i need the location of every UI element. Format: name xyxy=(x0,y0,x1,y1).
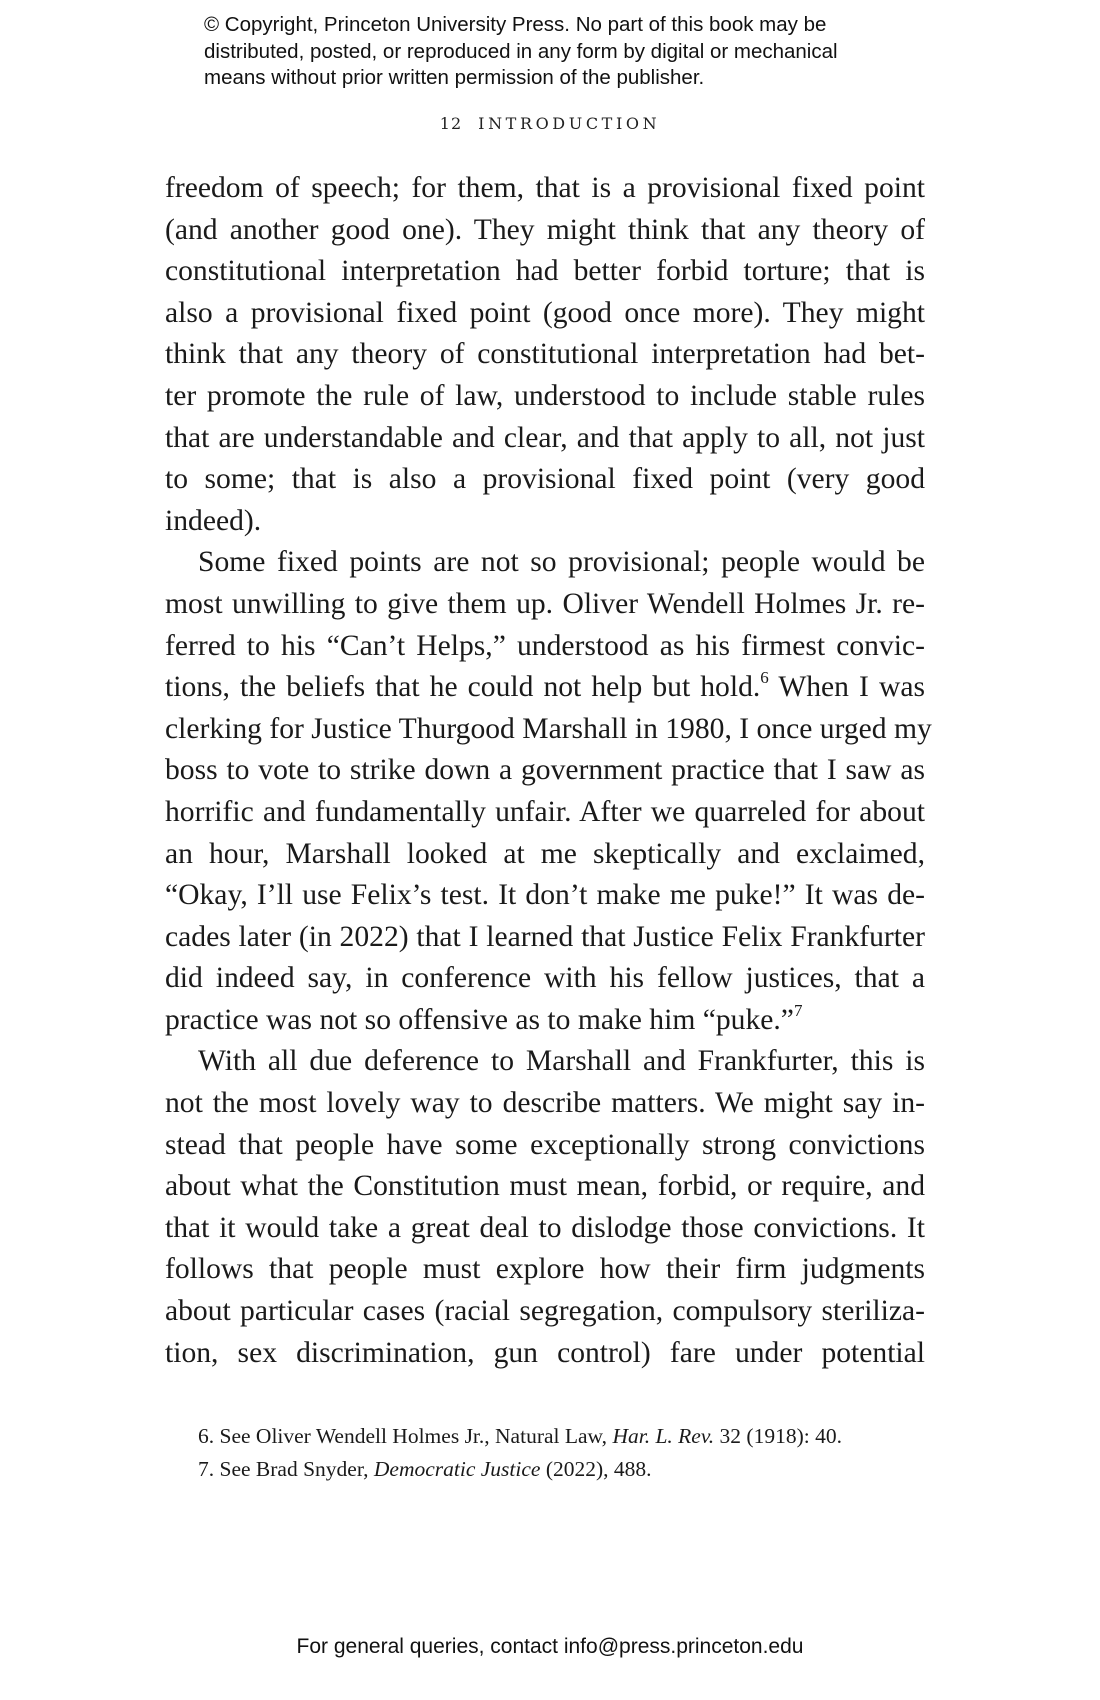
text-line: that are understandable and clear, and that apply to all, not just xyxy=(165,421,925,454)
footnote-title: Har. L. Rev. xyxy=(612,1424,715,1448)
text-line: think that any theory of constitutional interpretation had bet- xyxy=(165,338,925,371)
text-line: With all due deference to Marshall and Frankfurter, this is xyxy=(198,1045,925,1078)
footer-contact: For general queries, contact info@press.princeton.edu xyxy=(296,1635,804,1658)
text-line: freedom of speech; for them, that is a provisional fixed point xyxy=(165,172,925,204)
text-line: most unwilling to give them up. Oliver Wendell Holmes Jr. re- xyxy=(165,587,925,620)
running-head xyxy=(0,114,1100,133)
copyright-line: © Copyright, Princeton University Press. No part of this book may be xyxy=(204,13,827,36)
text-line: boss to vote to strike down a government practice that I saw as xyxy=(165,754,925,787)
text-line: that it would take a great deal to dislodge those convictions. It xyxy=(165,1211,925,1244)
text-line xyxy=(165,667,925,709)
footnote-6 xyxy=(198,1420,918,1453)
text-line: stead that people have some exceptionally strong convictions xyxy=(165,1128,925,1161)
text-line: clerking for Justice Thurgood Marshall in 1980, I once urged my xyxy=(165,712,932,745)
text-line: “Okay, I’ll use Felix’s test. It don’t make me puke!” It was de- xyxy=(165,879,925,912)
footnote-text: (2022), 488. xyxy=(540,1457,652,1481)
section-title: INTRODUCTION xyxy=(478,114,661,133)
text-segment: When I was xyxy=(768,671,925,704)
body-text xyxy=(165,168,932,1374)
text-segment: tions, the beliefs that he could not help but hold. xyxy=(165,671,761,704)
text-line: follows that people must explore how their firm judgments xyxy=(165,1253,925,1286)
footnote-text: 32 (1918): 40. xyxy=(714,1424,842,1448)
text-line: indeed). xyxy=(165,504,262,537)
text-segment: practice was not so offensive as to make him “puke.” xyxy=(165,1003,794,1036)
footnote-title: Democratic Justice xyxy=(373,1457,541,1481)
text-line: did indeed say, in conference with his fellow justices, that a xyxy=(165,962,925,995)
text-line: horrific and fundamentally unfair. After we quarreled for about xyxy=(165,795,925,828)
footnote-text: 7. See Brad Snyder, xyxy=(198,1457,374,1481)
text-line: an hour, Marshall looked at me skeptically and exclaimed, xyxy=(165,837,925,870)
footnote-ref-6[interactable]: 6 xyxy=(760,668,769,688)
copyright-line: means without prior written permission of the publisher. xyxy=(204,66,705,89)
footnotes xyxy=(198,1420,918,1486)
text-line: also a provisional fixed point (good once more). They might xyxy=(165,296,925,329)
footnote-ref-7[interactable]: 7 xyxy=(793,1000,803,1020)
page-number: 12 xyxy=(439,114,463,133)
paragraph xyxy=(165,1041,925,1374)
text-line: ter promote the rule of law, understood to include stable rules xyxy=(165,379,925,412)
text-line: not the most lovely way to describe matters. We might say in- xyxy=(165,1087,925,1120)
footnote-text: 6. See Oliver Wendell Holmes Jr., Natural Law, xyxy=(198,1424,613,1448)
copyright-notice xyxy=(204,12,944,92)
text-line: constitutional interpretation had better forbid torture; that is xyxy=(165,255,925,288)
text-line: Some fixed points are not so provisional; people would be xyxy=(198,546,925,579)
footnote-7 xyxy=(198,1453,918,1486)
copyright-line: distributed, posted, or reproduced in any form by digital or mechanical xyxy=(204,39,838,63)
text-line: cades later (in 2022) that I learned that Justice Felix Frankfurter xyxy=(165,920,925,953)
paragraph xyxy=(165,168,925,542)
text-line: ferred to his “Can’t Helps,” understood as his firmest convic- xyxy=(165,629,925,662)
paragraph xyxy=(165,542,932,1041)
text-line: (and another good one). They might think that any theory of xyxy=(165,213,925,246)
text-line: about what the Constitution must mean, forbid, or require, and xyxy=(165,1170,925,1203)
text-line: to some; that is also a provisional fixed point (very good xyxy=(165,463,925,496)
text-line xyxy=(165,1000,925,1042)
text-line: tion, sex discrimination, gun control) fare under potential xyxy=(165,1336,925,1369)
text-line: about particular cases (racial segregation, compulsory steriliza- xyxy=(165,1295,925,1328)
